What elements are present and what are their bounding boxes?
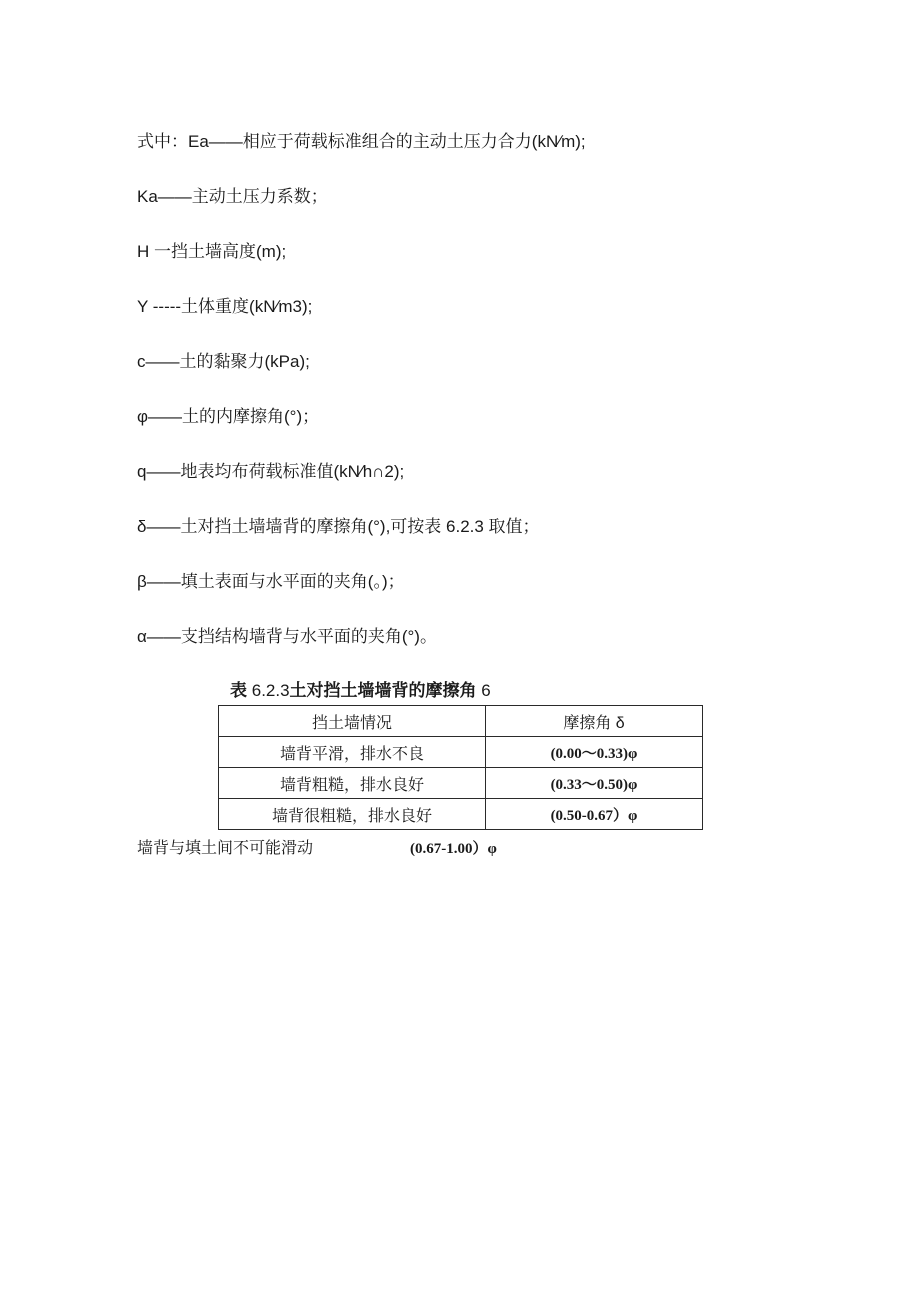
table-title-number: 6.2.3 xyxy=(251,681,290,700)
table-title-suffix: 6 xyxy=(481,681,491,700)
friction-angle-table xyxy=(218,705,703,830)
cell-angle: (0.50-0.67）φ xyxy=(486,799,703,830)
definition-beta: β——填土表面与水平面的夹角(。)； xyxy=(137,572,405,591)
table-row xyxy=(219,799,703,830)
definition-phi: φ——土的内摩擦角(°)； xyxy=(137,407,320,426)
header-angle: 摩擦角 δ xyxy=(486,706,703,737)
table-title-prefix: 表 xyxy=(230,681,247,700)
table-header-row xyxy=(219,706,703,737)
extra-row-angle: (0.67-1.00）φ xyxy=(410,841,497,857)
header-condition: 挡土墙情况 xyxy=(219,706,486,737)
cell-condition: 墙背平滑，排水不良 xyxy=(219,737,486,768)
table-row xyxy=(219,737,703,768)
definition-gamma: Y -----土体重度(kN∕m3); xyxy=(137,297,313,316)
definition-q: q——地表均布荷载标准值(kN∕h∩2); xyxy=(137,462,405,481)
definition-c: c——土的黏聚力(kPa); xyxy=(137,352,310,371)
cell-angle: (0.33～0.50)φ xyxy=(486,768,703,799)
cell-angle: (0.00～0.33)φ xyxy=(486,737,703,768)
definition-alpha: α——支挡结构墙背与水平面的夹角(°)。 xyxy=(137,627,437,646)
definition-delta: δ——土对挡土墙墙背的摩擦角(°),可按表 6.2.3 取值； xyxy=(137,517,540,536)
cell-condition: 墙背很粗糙，排水良好 xyxy=(219,799,486,830)
definition-h: H 一挡土墙高度(m); xyxy=(137,242,287,261)
definition-ka: Ka——主动土压力系数； xyxy=(137,187,328,206)
table-row xyxy=(219,768,703,799)
table-title xyxy=(230,680,491,702)
definition-ea: 式中：Ea——相应于荷载标准组合的主动土压力合力(kN∕m); xyxy=(137,132,586,151)
cell-condition: 墙背粗糙，排水良好 xyxy=(219,768,486,799)
extra-row-condition: 墙背与填土间不可能滑动 xyxy=(137,840,314,857)
table-title-main: 土对挡土墙墙背的摩擦角 xyxy=(289,681,477,700)
